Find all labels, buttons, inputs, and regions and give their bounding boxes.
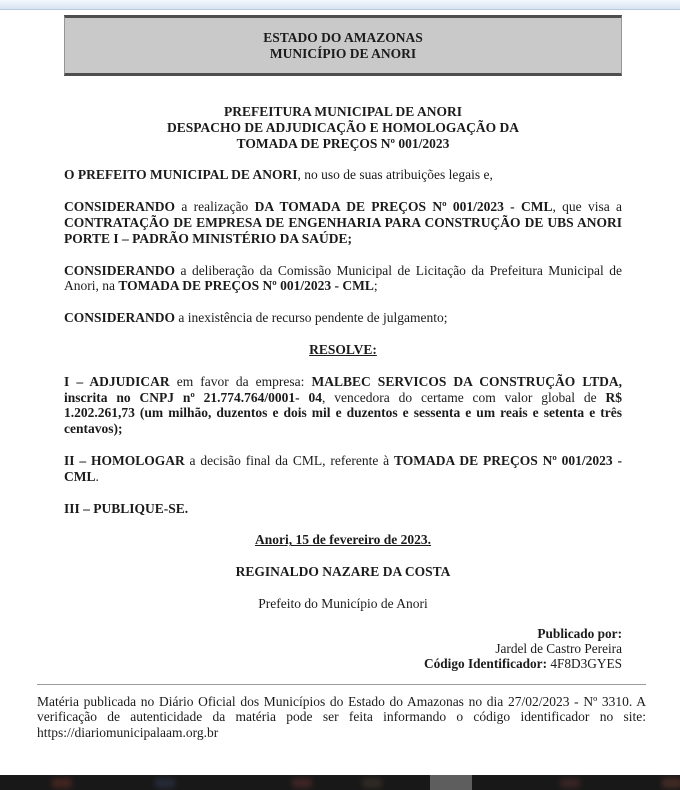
footer-divider [37,684,646,685]
considerando-2: CONSIDERANDO a deliberação da Comissão Municipal de Licitação da Prefeitura Municipal de Anori, na TOMADA DE PREÇOS Nº 001/2023 - CML; [64,262,622,294]
taskbar-icon-smudge [362,778,382,788]
taskbar-icon-smudge [155,778,175,788]
taskbar-strip [0,775,680,790]
taskbar-icon-smudge [292,778,312,788]
document-title-line1: PREFEITURA MUNICIPAL DE ANORI [224,104,462,119]
document-page [0,10,680,741]
publication-footer-note: Matéria publicada no Diário Oficial dos Municípios do Estado do Amazonas no dia 27/02/2023 - Nº 3310. A verificação de autenticidade da matéria pode ser feita informando o código identificador no site: https://diariomunicipalaam.org.br [37,693,646,741]
resolve-heading: RESOLVE: [309,341,377,357]
state-name: ESTADO DO AMAZONAS [263,30,423,45]
taskbar-icon-smudge [560,778,580,788]
signatory-role: Prefeito do Município de Anori [258,595,428,611]
date-line: Anori, 15 de fevereiro de 2023. [254,532,432,548]
considerando-1: CONSIDERANDO a realização DA TOMADA DE PREÇOS Nº 001/2023 - CML, que visa a CONTRATAÇÃO DE EMPRESA DE ENGENHARIA PARA CONSTRUÇÃO DE UBS ANORI PORTE I – PADRÃO MINISTÉRIO DA SAÚDE; [64,199,622,246]
published-by-label: Publicado por: [537,625,622,641]
document-title-line3: TOMADA DE PREÇOS Nº 001/2023 [236,135,450,151]
taskbar-icon-smudge [662,778,680,788]
state-header-box [64,15,622,76]
publisher-name: Jardel de Castro Pereira [495,641,622,657]
considerando-3: CONSIDERANDO a inexistência de recurso pendente de julgamento; [64,310,448,326]
document-title [64,104,622,151]
opening-paragraph: O PREFEITO MUNICIPAL DE ANORI, no uso de suas atribuições legais e, [64,167,493,183]
taskbar-icon-smudge [52,778,72,788]
item-3-publique-se: III – PUBLIQUE-SE. [64,500,189,516]
item-2-homologar: II – HOMOLOGAR a decisão final da CML, referente à TOMADA DE PREÇOS Nº 001/2023 - CML. [64,452,622,484]
document-title-line2: DESPACHO DE ADJUDICAÇÃO E HOMOLOGAÇÃO DA [167,119,519,135]
identifier-code-line: Código Identificador: 4F8D3GYES [424,656,622,672]
published-by-block [64,626,622,672]
document-paragraphs [64,167,622,516]
browser-chrome-bottom-edge [0,0,680,10]
municipality-name: MUNICÍPIO DE ANORI [269,45,417,61]
identifier-code: 4F8D3GYES [550,656,622,672]
item-1-adjudicar: I – ADJUDICAR em favor da empresa: MALBEC SERVICOS DA CONSTRUÇÃO LTDA, inscrita no CNPJ nº 21.774.764/0001- 04, vencedora do certame com valor global de R$ 1.202.261,73 (um milhão, duzentos e dois mil e duzentos e sessenta e um reais e setenta e três centavos); [64,373,622,437]
signatory-name: REGINALDO NAZARE DA COSTA [235,564,451,580]
taskbar-active-app-highlight [430,775,472,790]
